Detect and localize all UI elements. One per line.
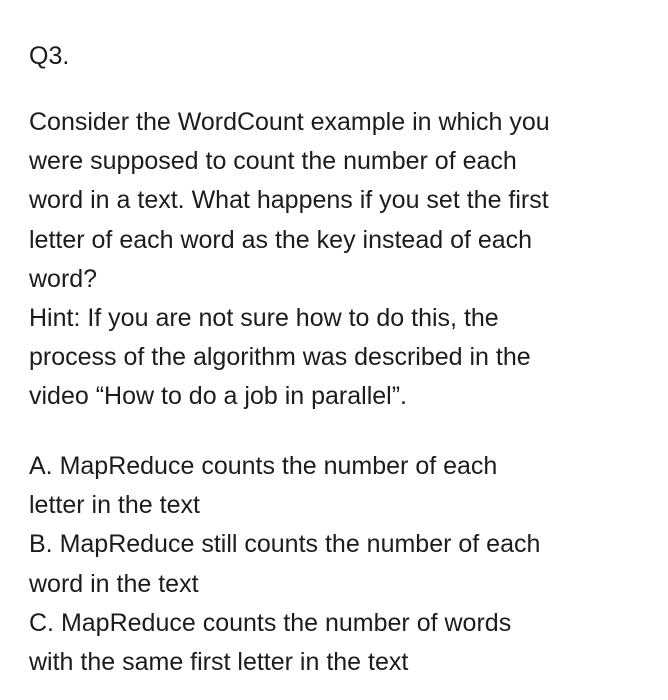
option-b — [29, 525, 659, 603]
question-line: were supposed to count the number of each — [29, 147, 517, 176]
option-line: C. MapReduce counts the number of words — [29, 608, 512, 637]
question-line: Consider the WordCount example in which you — [29, 108, 550, 136]
option-line: letter in the text — [29, 491, 200, 520]
option-line: with the same first letter in the text — [29, 647, 409, 676]
question-number: Q3. — [29, 42, 70, 70]
hint-line: Hint: If you are not sure how to do this, the — [29, 303, 499, 332]
hint-line: process of the algorithm was described in the — [29, 343, 531, 372]
option-line: B. MapReduce still counts the number of each — [29, 530, 541, 559]
question-line: letter of each word as the key instead of each — [29, 225, 533, 254]
option-a — [29, 447, 659, 525]
question-text — [29, 103, 659, 417]
option-c — [29, 604, 659, 682]
hint-line: video “How to do a job in parallel”. — [29, 382, 407, 411]
option-line: word in the text — [29, 569, 199, 598]
option-line: A. MapReduce counts the number of each — [29, 452, 498, 480]
answer-options — [29, 447, 659, 682]
question-line: word in a text. What happens if you set the first — [29, 186, 549, 215]
question-line: word? — [29, 264, 98, 293]
